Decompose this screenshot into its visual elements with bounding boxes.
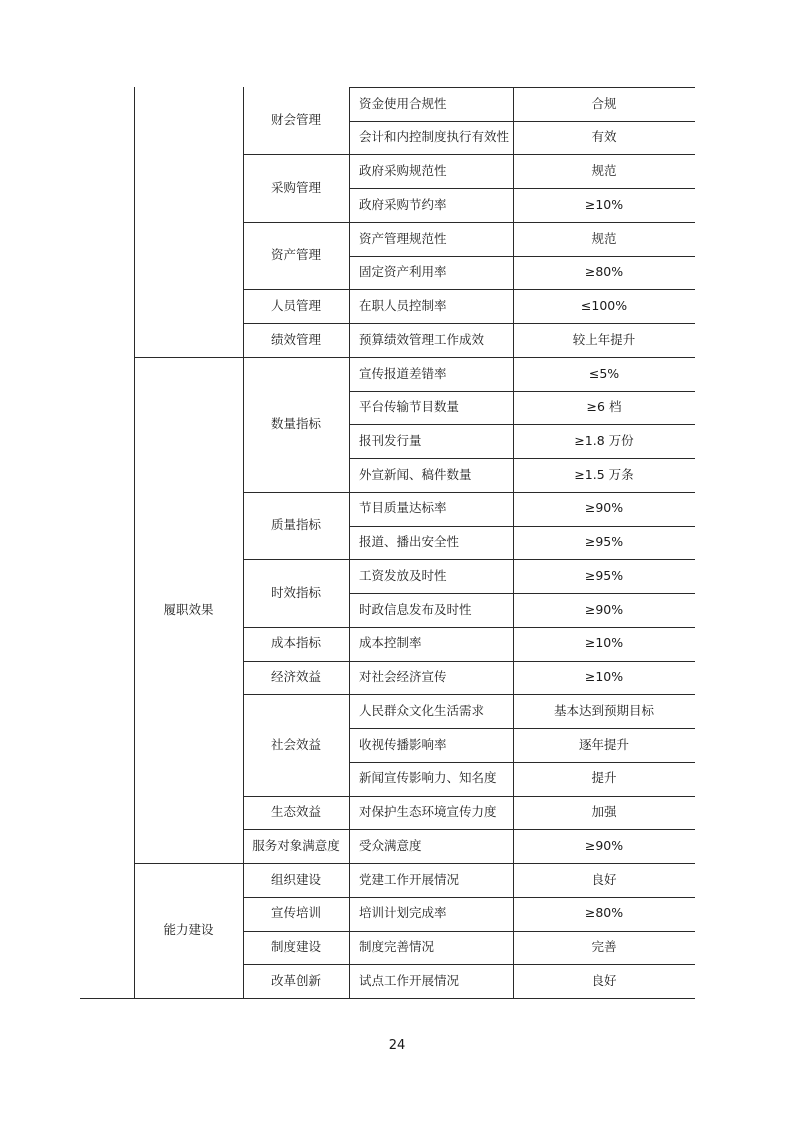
level2-cell: 成本指标	[270, 635, 321, 651]
level2-cell: 改革创新	[270, 972, 321, 988]
indicator-cell: 党建工作开展情况	[359, 871, 460, 887]
indicator-cell: 节目质量达标率	[359, 500, 447, 516]
indicator-cell: 预算绩效管理工作成效	[359, 331, 485, 347]
target-cell: ≥1.8 万份	[574, 433, 634, 449]
target-cell: ≥80%	[584, 905, 624, 921]
indicator-cell: 制度完善情况	[359, 939, 435, 955]
indicator-cell: 培训计划完成率	[359, 905, 447, 921]
target-cell: ≥10%	[584, 669, 624, 685]
indicator-cell: 外宣新闻、稿件数量	[359, 466, 472, 482]
indicator-cell: 政府采购节约率	[359, 196, 447, 212]
level2-cell: 组织建设	[270, 871, 321, 887]
target-cell: 较上年提升	[572, 331, 636, 347]
target-cell: 良好	[591, 871, 617, 887]
level2-cell: 制度建设	[270, 939, 321, 955]
target-cell: 加强	[591, 804, 617, 820]
level2-cell: 质量指标	[270, 517, 321, 533]
level1-cell	[134, 87, 243, 357]
indicator-cell: 资金使用合规性	[359, 95, 447, 111]
indicator-cell: 平台传输节目数量	[359, 399, 460, 415]
target-cell: 良好	[591, 972, 617, 988]
target-cell: 逐年提升	[578, 736, 629, 752]
indicator-cell: 宣传报道差错率	[359, 365, 447, 381]
page-number: 24	[388, 1038, 406, 1053]
level1-cell: 能力建设	[163, 922, 214, 938]
level2-cell: 服务对象满意度	[252, 837, 340, 853]
indicator-cell: 人民群众文化生活需求	[359, 702, 485, 718]
target-cell: ≥90%	[584, 601, 624, 617]
level2-cell: 绩效管理	[270, 331, 321, 347]
column-rule	[349, 87, 350, 998]
indicator-cell: 固定资产利用率	[359, 264, 447, 280]
target-cell: ≥90%	[584, 500, 624, 516]
target-cell: ≤5%	[588, 365, 620, 381]
target-cell: ≥95%	[584, 534, 624, 550]
indicator-cell: 对保护生态环境宣传力度	[359, 804, 497, 820]
row-rule	[349, 87, 695, 88]
target-cell: 合规	[591, 95, 617, 111]
indicator-cell: 报道、播出安全性	[359, 534, 460, 550]
level2-cell: 生态效益	[270, 804, 321, 820]
level2-cell: 采购管理	[270, 179, 321, 195]
level1-cell: 履职效果	[163, 601, 214, 617]
indicator-cell: 时政信息发布及时性	[359, 601, 472, 617]
target-cell: 规范	[591, 163, 617, 179]
target-cell: ≥6 档	[586, 399, 622, 415]
indicator-cell: 政府采购规范性	[359, 163, 447, 179]
indicator-cell: 报刊发行量	[359, 433, 422, 449]
target-cell: 规范	[591, 230, 617, 246]
target-cell: ≥95%	[584, 567, 624, 583]
target-cell: ≥10%	[584, 635, 624, 651]
level2-cell: 财会管理	[270, 112, 321, 128]
indicator-cell: 成本控制率	[359, 635, 422, 651]
target-cell: ≥80%	[584, 264, 624, 280]
level2-cell: 经济效益	[270, 669, 321, 685]
target-cell: 基本达到预期目标	[553, 702, 654, 718]
level2-cell: 人员管理	[270, 298, 321, 314]
indicator-cell: 会计和内控制度执行有效性	[359, 129, 510, 145]
indicator-cell: 资产管理规范性	[359, 230, 447, 246]
level2-cell: 时效指标	[270, 584, 321, 600]
indicator-cell: 对社会经济宣传	[359, 669, 447, 685]
level2-cell: 社会效益	[270, 736, 321, 752]
target-cell: ≥1.5 万条	[574, 466, 634, 482]
indicator-cell: 试点工作开展情况	[359, 972, 460, 988]
indicator-cell: 新闻宣传影响力、知名度	[359, 770, 497, 786]
table-bottom-rule	[80, 998, 695, 999]
target-cell: 提升	[591, 770, 617, 786]
target-cell: ≥10%	[584, 196, 624, 212]
level2-cell: 数量指标	[270, 416, 321, 432]
target-cell: ≤100%	[580, 298, 628, 314]
indicator-cell: 在职人员控制率	[359, 298, 447, 314]
level2-cell: 资产管理	[270, 247, 321, 263]
target-cell: 有效	[591, 129, 617, 145]
indicator-cell: 工资发放及时性	[359, 567, 447, 583]
target-cell: ≥90%	[584, 837, 624, 853]
indicator-cell: 受众满意度	[359, 837, 422, 853]
target-cell: 完善	[591, 939, 617, 955]
indicator-cell: 收视传播影响率	[359, 736, 447, 752]
level2-cell: 宣传培训	[270, 905, 321, 921]
